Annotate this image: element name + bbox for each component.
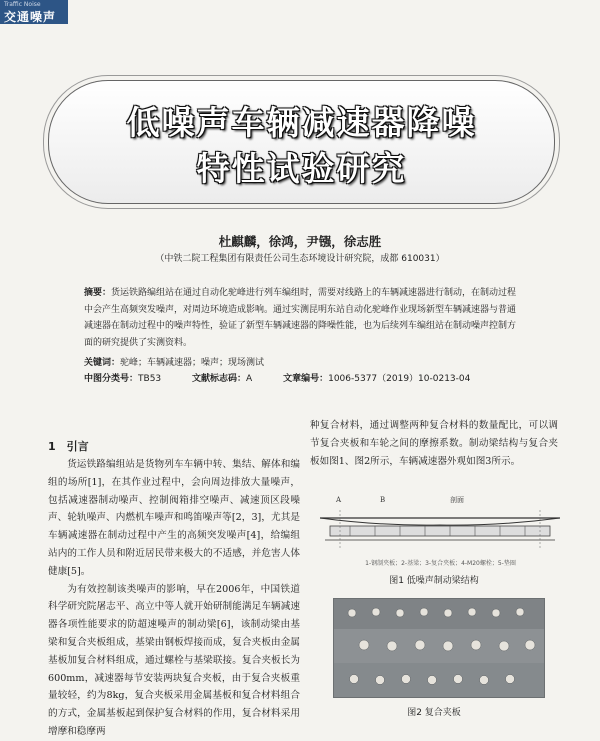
article-number: 文章编号：1006-5377（2019）10-0213-04 (283, 374, 471, 384)
abstract-label: 摘要： (84, 288, 112, 298)
fig1-label-a: A (336, 496, 342, 504)
doc-code: 文献标志码：A (192, 374, 253, 384)
fig1-legend: 1-钢制夹板；2-基梁；3-复合夹板；4-M20螺栓；5-垫圈 (365, 560, 516, 567)
article-meta (84, 371, 544, 384)
paragraph-1: 货运铁路编组站是货物列车车辆中转、集结、解体和编组的场所[1]，在其作业过程中，会向周边排放大量噪声，包括减速器制动噪声、控制阀箱排空噪声、减速顶区段噪声、轮轨噪声、内燃机车噪声和鸣笛噪声等[2，3]，尤其是车辆减速器在制动过程中产生的高频突发噪声[4]，给编组站内的工作人员和附近居民带来极大的不适感，并危害人体健康[5]。 (48, 459, 300, 577)
header-section-label: 交通噪声 (4, 10, 57, 24)
clc-number: 中图分类号：TB53 (84, 374, 162, 384)
fig2-caption: 图2 复合夹板 (407, 708, 461, 718)
keywords-text: 驼峰；车辆减速器；噪声；现场测试 (120, 358, 265, 368)
section-header-tag (0, 0, 68, 24)
affiliation: （中铁二院工程集团有限责任公司生态环境设计研究院，成都 610031） (155, 254, 445, 264)
section-1-title: 1 引言 (48, 440, 89, 453)
fig1-brake-beam-diagram (320, 488, 560, 560)
fig1-label-top: 剖面 (450, 496, 464, 504)
keywords (84, 355, 524, 368)
title-banner (48, 80, 555, 204)
fig1-caption: 图1 低噪声制动梁结构 (389, 576, 479, 586)
fig1-label-b: B (380, 496, 386, 504)
authors: 杜麒麟，徐鸿，尹镪，徐志胜 (218, 234, 382, 249)
right-column-text (310, 417, 558, 470)
abstract (84, 285, 524, 351)
abstract-text: 货运铁路编组站在通过自动化驼峰进行列车编组时，需要对线路上的车辆减速器进行制动，在制动过程中会产生高频突发噪声，对周边环境造成影响。通过实测昆明东站自动化驼峰作业现场新型车辆减速器与普通减速器在制动过程中的噪声特性，验证了新型车辆减速器的降噪性能，也为后续列车编组站在制动噪声控制方面的研究提供了实测资料。 (84, 288, 517, 348)
right-paragraph: 种复合材料，通过调整两种复合材料的数量配比，可以调节复合夹板和车轮之间的摩擦系数。制动梁结构与复合夹板如图1、图2所示，车辆减速器外观如图3所示。 (310, 420, 558, 467)
title-line-2: 特性试验研究 (196, 149, 407, 188)
fig2-composite-plate-photo (333, 598, 545, 698)
header-english-label: Traffic Noise (4, 1, 41, 8)
paragraph-2: 为有效控制该类噪声的影响，早在2006年，中国铁道科学研究院屠志平、高立中等人就开始研制能满足车辆减速器各项性能要求的防超速噪声的制动梁[6]，该制动梁由基梁和复合夹板组成，基梁由钢板焊接而成，复合夹板由金属基板加复合材料组成，通过螺栓与基梁联接。复合夹板长为600mm，减速器每节安装两块复合夹板，由于复合夹板重量较轻，约为8kg，复合夹板采用金属基板和复合材料组合的方式，金属基板起到保护复合材料的作用，复合材料采用增摩和稳摩两 (48, 583, 300, 737)
keywords-label: 关键词： (84, 358, 121, 368)
left-column (48, 456, 300, 741)
title-line-1: 低噪声车辆减速器降噪 (126, 103, 477, 142)
